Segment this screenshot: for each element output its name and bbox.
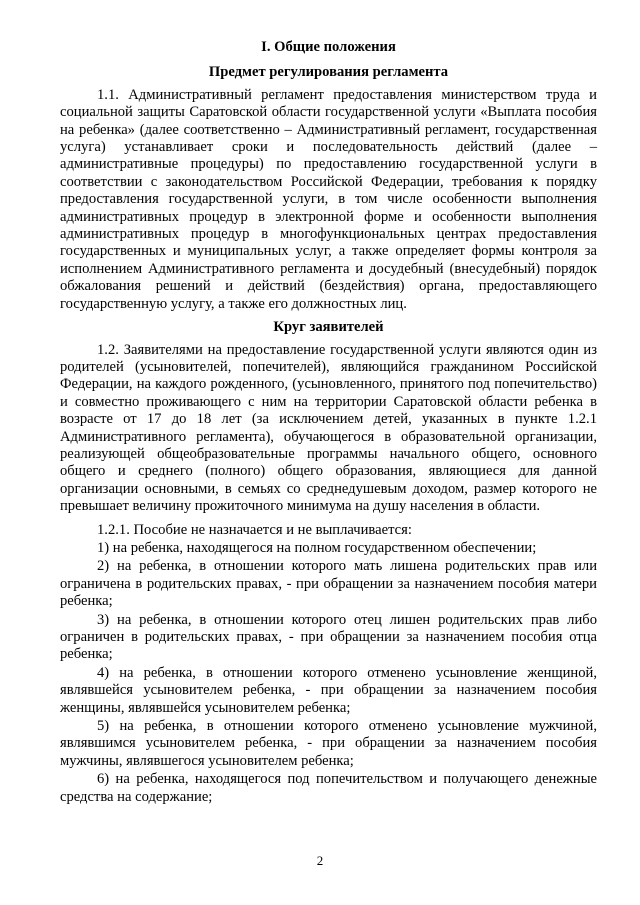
paragraph-1-2-1: 1.2.1. Пособие не назначается и не выплачивается: bbox=[97, 521, 412, 538]
subsection-title: Предмет регулирования регламента bbox=[208, 64, 449, 81]
list-item: 4) на ребенка, в отношении которого отменено усыновление женщиной, являвшейся усыновителем ребенка, - при обращении за назначением пособия женщины, являвшейся усыновителем ребенка; bbox=[60, 664, 597, 716]
applicants-heading: Круг заявителей bbox=[273, 319, 384, 336]
paragraph-1-1: 1.1. Административный регламент предоставления министерством труда и социальной защиты Саратовской области государственной услуги «Выплата пособия на ребенка» (далее соответственно – Административный регламент, государственная услуга) устанавливает сроки и последовательность действий (далее – административные процедуры) по предоставлению государственной услуги в соответствии с законодательством Российской Федерации, требования к порядку предоставления государственной услуги, в том числе особенности выполнения административных процедур в электронной форме и особенности выполнения административных процедур в многофункциональных центрах предоставления государственных и муниципальных услуг, а также определяет формы контроля за исполнением Административного регламента и досудебный (внесудебный) порядок обжалования решений и действий (бездействия) органа, предоставляющего государственную услугу, а также его должностных лиц. bbox=[60, 86, 597, 312]
document-page bbox=[60, 39, 597, 807]
page-number: 2 bbox=[316, 853, 324, 868]
list-item: 3) на ребенка, в отношении которого отец лишен родительских прав либо ограничен в родительских правах, - при обращении за назначением пособия отца ребенка; bbox=[60, 611, 597, 663]
list-item: 2) на ребенка, в отношении которого мать лишена родительских прав или ограничена в родительских правах, - при обращении за назначением пособия матери ребенка; bbox=[60, 558, 597, 610]
list-item: 5) на ребенка, в отношении которого отменено усыновление мужчиной, являвшимся усыновителем ребенка, - при обращении за назначением пособия мужчины, являвшегося усыновителем ребенка; bbox=[60, 718, 597, 769]
section-title: I. Общие положения bbox=[261, 39, 396, 55]
list-item: 1) на ребенка, находящегося на полном государственном обеспечении; bbox=[97, 539, 537, 556]
list-item: 6) на ребенка, находящегося под попечительством и получающего денежные средства на содержание; bbox=[60, 771, 597, 805]
paragraph-1-2: 1.2. Заявителями на предоставление государственной услуги являются один из родителей (усыновителей, попечителей), являющийся гражданином Российской Федерации, на каждого рожденного, (усыновленного, принятого под попечительство) и совместно проживающего с ним на территории Саратовской области ребенка в возрасте от 17 до 18 лет (за исключением детей, указанных в пункте 1.2.1 Административного регламента), обучающегося в образовательной организации, реализующей общеобразовательные программы начального общего, основного общего и среднего (полного) общего образования, являющиеся для данной организации основными, в семьях со среднедушевым доходом, размер которого не превышает величину прожиточного минимума на душу населения в области. bbox=[60, 341, 597, 515]
